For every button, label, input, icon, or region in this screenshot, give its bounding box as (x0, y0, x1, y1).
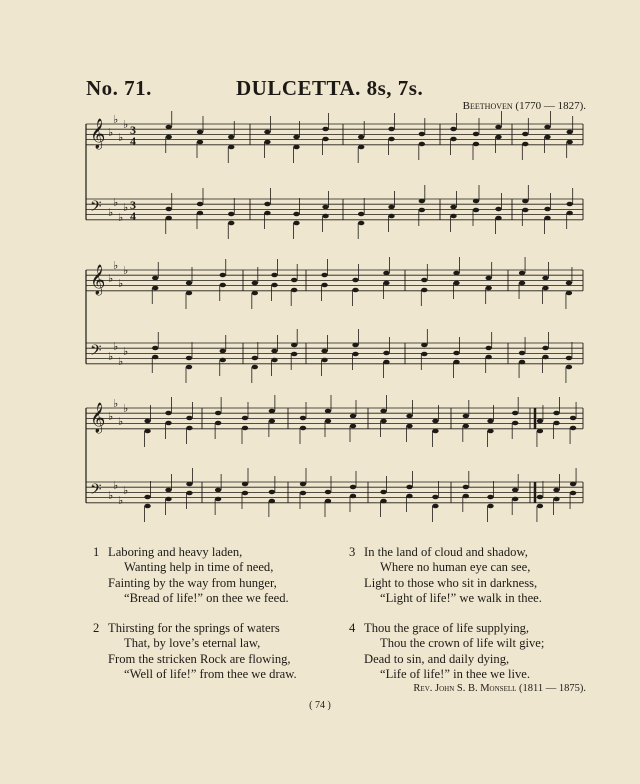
note-head (186, 482, 192, 487)
verse-line: Thou the grace of life supplying, (364, 621, 530, 635)
note-head (519, 271, 525, 276)
note-head (450, 127, 456, 132)
note-head (166, 125, 172, 130)
note-head (512, 497, 518, 502)
note-head (542, 276, 548, 281)
note-head (152, 286, 158, 291)
note-head (421, 352, 427, 357)
note-head (519, 351, 525, 356)
note-head (242, 491, 248, 496)
note-head (264, 130, 270, 135)
note-head (485, 355, 491, 360)
note-head (537, 504, 543, 509)
note-head (322, 214, 328, 219)
note-head (383, 271, 389, 276)
note-head (269, 490, 275, 495)
note-head (522, 208, 528, 213)
time-signature: 3 (130, 123, 136, 137)
verse-number: 1 (93, 545, 100, 559)
note-head (291, 278, 297, 283)
note-head (197, 130, 203, 135)
note-head (228, 221, 234, 226)
flat-sign: ♭ (113, 113, 119, 126)
note-head (487, 495, 493, 500)
note-head (570, 416, 576, 421)
note-head (383, 360, 389, 365)
note-head (350, 414, 356, 419)
note-head (487, 419, 493, 424)
flat-sign: ♭ (113, 259, 119, 272)
note-head (242, 416, 248, 421)
note-head (473, 132, 479, 137)
note-head (570, 491, 576, 496)
note-head (485, 346, 491, 351)
flat-sign: ♭ (113, 340, 119, 353)
note-head (325, 419, 331, 424)
note-head (566, 356, 572, 361)
note-head (537, 419, 543, 424)
flat-sign: ♭ (108, 272, 114, 285)
flat-sign: ♭ (123, 118, 129, 131)
note-head (350, 485, 356, 490)
note-head (322, 205, 328, 210)
verse-line: “Well of life!” from thee we draw. (124, 666, 297, 681)
note-head (566, 140, 572, 145)
note-head (269, 419, 275, 424)
note-head (519, 281, 525, 286)
verse-line: Thou the crown of life wilt give; (380, 636, 545, 651)
note-head (512, 411, 518, 416)
note-head (566, 202, 572, 207)
note-head (519, 360, 525, 365)
note-head (144, 419, 150, 424)
note-head (228, 145, 234, 150)
flat-sign: ♭ (118, 211, 124, 224)
verse-line: Where no human eye can see, (380, 560, 531, 575)
verse-line: Laboring and heavy laden, (108, 545, 243, 559)
note-head (242, 426, 248, 431)
note-head (291, 288, 297, 293)
note-head (165, 488, 171, 493)
note-head (473, 199, 479, 204)
note-head (383, 281, 389, 286)
note-head (544, 125, 550, 130)
note-head (473, 142, 479, 147)
flat-sign: ♭ (118, 277, 124, 290)
note-head (388, 205, 394, 210)
page-number: ( 74 ) (309, 700, 331, 711)
note-head (512, 488, 518, 493)
note-head (495, 125, 501, 130)
note-head (242, 482, 248, 487)
author-credit: Rev. John S. B. Monsell (1811 — 1875). (413, 683, 586, 694)
note-head (144, 504, 150, 509)
note-head (388, 127, 394, 132)
note-head (450, 214, 456, 219)
note-head (271, 349, 277, 354)
note-head (566, 365, 572, 370)
verse-3 (349, 545, 542, 606)
verse-line: Thirsting for the springs of waters (108, 621, 280, 635)
note-head (421, 343, 427, 348)
note-head (228, 212, 234, 217)
flat-sign: ♭ (108, 410, 114, 423)
note-head (197, 202, 203, 207)
composer-credit: Beethoven (1770 — 1827). (462, 100, 586, 112)
note-head (358, 135, 364, 140)
note-head (406, 414, 412, 419)
note-head (432, 429, 438, 434)
note-head (291, 343, 297, 348)
note-head (358, 221, 364, 226)
note-head (264, 211, 270, 216)
note-head (271, 283, 277, 288)
note-head (419, 142, 425, 147)
note-head (453, 281, 459, 286)
note-head (264, 202, 270, 207)
note-head (495, 207, 501, 212)
flat-sign: ♭ (118, 131, 124, 144)
note-head (495, 216, 501, 221)
note-head (271, 273, 277, 278)
treble-clef: 𝄞 (90, 265, 106, 295)
note-head (553, 421, 559, 426)
note-head (566, 291, 572, 296)
treble-clef: 𝄞 (90, 403, 106, 433)
note-head (380, 409, 386, 414)
verse-line: Wanting help in time of need, (124, 560, 274, 575)
note-head (450, 137, 456, 142)
note-head (269, 409, 275, 414)
note-head (220, 283, 226, 288)
note-head (152, 355, 158, 360)
verse-line: “Bread of life!” on thee we feed. (124, 590, 289, 605)
note-head (553, 497, 559, 502)
note-head (432, 504, 438, 509)
note-head (352, 288, 358, 293)
note-head (463, 494, 469, 499)
note-head (487, 504, 493, 509)
verse-line: In the land of cloud and shadow, (364, 545, 528, 559)
note-head (165, 421, 171, 426)
note-head (321, 283, 327, 288)
time-signature: 4 (130, 209, 136, 223)
note-head (421, 278, 427, 283)
note-head (419, 199, 425, 204)
note-head (453, 351, 459, 356)
note-head (186, 365, 192, 370)
note-head (512, 421, 518, 426)
verse-line: Dead to sin, and daily dying, (364, 651, 510, 666)
note-head (197, 211, 203, 216)
note-head (186, 356, 192, 361)
flat-sign: ♭ (123, 402, 129, 415)
note-head (388, 214, 394, 219)
bass-clef: 𝄢 (90, 198, 102, 219)
verse-number: 4 (349, 621, 356, 635)
note-head (463, 485, 469, 490)
flat-sign: ♭ (108, 489, 114, 502)
note-head (186, 416, 192, 421)
note-head (166, 135, 172, 140)
note-head (220, 358, 226, 363)
note-head (358, 212, 364, 217)
note-head (215, 411, 221, 416)
note-head (321, 358, 327, 363)
note-head (321, 273, 327, 278)
note-head (463, 414, 469, 419)
note-head (522, 199, 528, 204)
hymn-title: DULCETTA. 8s, 7s. (236, 76, 424, 100)
note-head (553, 411, 559, 416)
note-head (350, 424, 356, 429)
note-head (293, 212, 299, 217)
note-head (197, 140, 203, 145)
note-head (300, 426, 306, 431)
time-signature: 3 (130, 198, 136, 212)
note-head (453, 360, 459, 365)
note-head (186, 291, 192, 296)
note-head (152, 276, 158, 281)
note-head (300, 416, 306, 421)
flat-sign: ♭ (118, 355, 124, 368)
hymn-number: No. 71. (86, 76, 152, 100)
note-head (522, 132, 528, 137)
flat-sign: ♭ (123, 345, 129, 358)
note-head (388, 137, 394, 142)
note-head (215, 421, 221, 426)
flat-sign: ♭ (123, 484, 129, 497)
note-head (570, 426, 576, 431)
note-head (485, 286, 491, 291)
note-head (215, 497, 221, 502)
note-head (215, 488, 221, 493)
note-head (450, 205, 456, 210)
note-head (542, 355, 548, 360)
note-head (352, 278, 358, 283)
note-head (144, 429, 150, 434)
note-head (152, 346, 158, 351)
note-head (166, 216, 172, 221)
note-head (537, 495, 543, 500)
verse-number: 2 (93, 621, 100, 635)
note-head (419, 132, 425, 137)
verse-line: That, by love’s eternal law, (124, 636, 261, 651)
note-head (358, 145, 364, 150)
note-head (293, 145, 299, 150)
note-head (432, 495, 438, 500)
note-head (325, 409, 331, 414)
note-head (252, 291, 258, 296)
note-head (566, 281, 572, 286)
note-head (406, 485, 412, 490)
flat-sign: ♭ (108, 126, 114, 139)
note-head (252, 365, 258, 370)
note-head (186, 426, 192, 431)
flat-sign: ♭ (123, 264, 129, 277)
note-head (325, 490, 331, 495)
note-head (352, 352, 358, 357)
note-head (220, 273, 226, 278)
flat-sign: ♭ (113, 196, 119, 209)
note-head (544, 135, 550, 140)
note-head (352, 343, 358, 348)
note-head (252, 281, 258, 286)
note-head (269, 499, 275, 504)
note-head (321, 349, 327, 354)
note-head (165, 497, 171, 502)
note-head (544, 207, 550, 212)
note-head (421, 288, 427, 293)
verse-4 (349, 621, 545, 682)
flat-sign: ♭ (113, 479, 119, 492)
note-head (380, 499, 386, 504)
note-head (228, 135, 234, 140)
note-head (432, 419, 438, 424)
note-head (383, 351, 389, 356)
note-head (271, 358, 277, 363)
note-head (566, 211, 572, 216)
note-head (293, 221, 299, 226)
note-head (166, 207, 172, 212)
note-head (544, 216, 550, 221)
flat-sign: ♭ (123, 201, 129, 214)
note-head (291, 352, 297, 357)
note-head (144, 495, 150, 500)
note-head (522, 142, 528, 147)
flat-sign: ♭ (108, 350, 114, 363)
note-head (300, 491, 306, 496)
note-head (300, 482, 306, 487)
note-head (252, 356, 258, 361)
verse-1 (93, 545, 289, 606)
flat-sign: ♭ (118, 415, 124, 428)
verse-number: 3 (349, 545, 356, 559)
time-signature: 4 (130, 134, 136, 148)
flat-sign: ♭ (108, 206, 114, 219)
note-head (487, 429, 493, 434)
note-head (537, 429, 543, 434)
note-head (293, 135, 299, 140)
note-head (570, 482, 576, 487)
note-head (419, 208, 425, 213)
note-head (220, 349, 226, 354)
note-head (542, 346, 548, 351)
note-head (380, 490, 386, 495)
note-head (566, 130, 572, 135)
note-head (165, 411, 171, 416)
verse-2 (93, 621, 297, 682)
flat-sign: ♭ (118, 494, 124, 507)
note-head (485, 276, 491, 281)
verse-line: Fainting by the way from hunger, (108, 575, 277, 590)
note-head (380, 419, 386, 424)
note-head (453, 271, 459, 276)
note-head (495, 135, 501, 140)
note-head (350, 494, 356, 499)
verse-line: Light to those who sit in darkness, (364, 575, 538, 590)
note-head (406, 494, 412, 499)
note-head (463, 424, 469, 429)
note-head (553, 488, 559, 493)
note-head (406, 424, 412, 429)
note-head (322, 127, 328, 132)
note-head (186, 281, 192, 286)
note-head (473, 208, 479, 213)
note-head (264, 140, 270, 145)
treble-clef: 𝄞 (90, 119, 106, 149)
verse-line: “Life of life!” in thee we live. (380, 666, 530, 681)
note-head (322, 137, 328, 142)
bass-clef: 𝄢 (90, 342, 102, 363)
flat-sign: ♭ (113, 397, 119, 410)
note-head (542, 286, 548, 291)
verse-line: From the stricken Rock are flowing, (108, 651, 291, 666)
note-head (325, 499, 331, 504)
verse-line: “Light of life!” we walk in thee. (380, 590, 542, 605)
note-head (186, 491, 192, 496)
bass-clef: 𝄢 (90, 481, 102, 502)
